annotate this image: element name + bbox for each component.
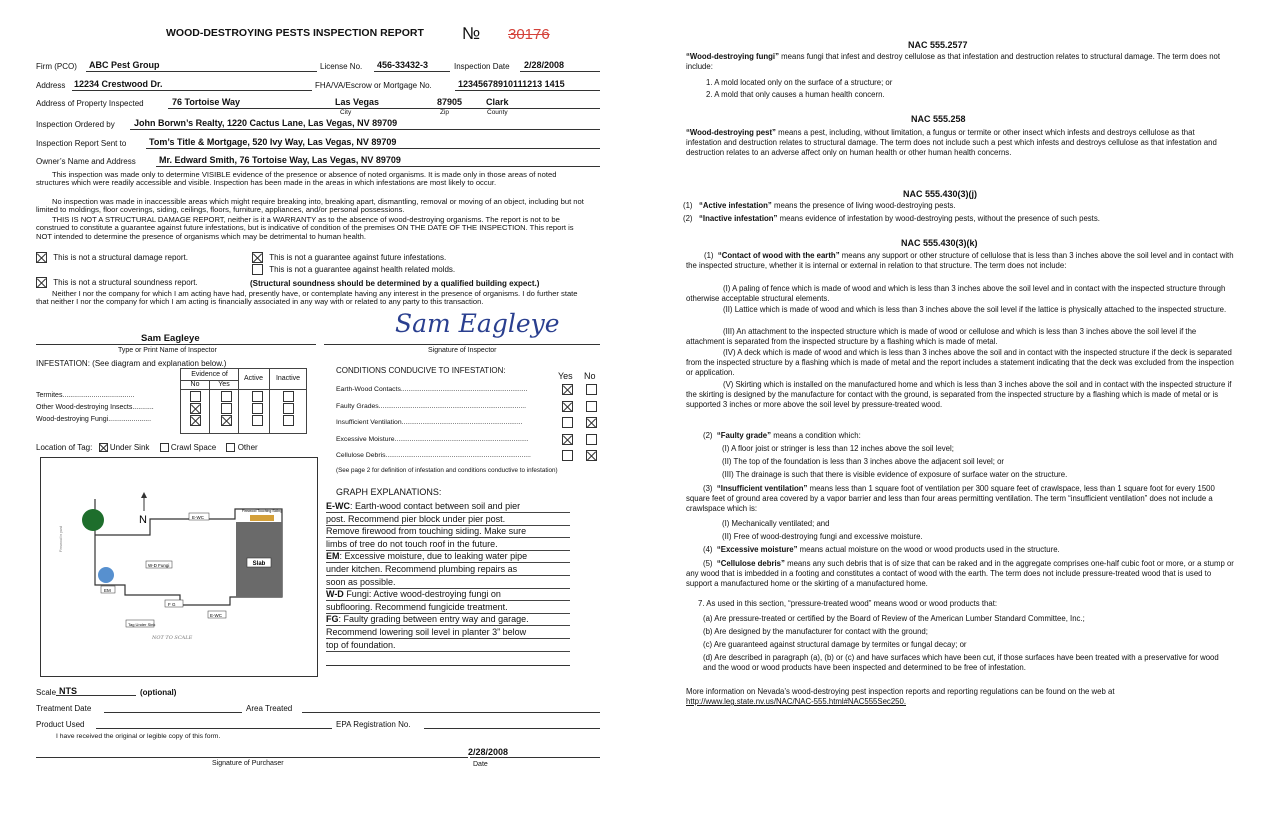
graph-explanation-line: [326, 589, 570, 601]
fungi-item-1: 1. A mold located only on the surface of a structure; or: [706, 78, 893, 87]
faulty-grade-item: (I) A floor joist or stringer is less than 12 inches above the soil level;: [722, 444, 954, 453]
condition-no-checkbox[interactable]: [586, 450, 597, 461]
col-inactive: Inactive: [275, 375, 301, 382]
graph-explanation-line: [326, 551, 570, 563]
date-caption: Date: [473, 761, 488, 768]
escrow-value: 12345678910111213 1415: [458, 79, 565, 89]
report-title: WOOD-DESTROYING PESTS INSPECTION REPORT: [166, 27, 424, 39]
tag-under-sink-checkbox[interactable]: [99, 443, 108, 452]
condition-yes-checkbox[interactable]: [562, 417, 573, 428]
tree-icon: [82, 509, 104, 531]
graph-text: Remove firewood from touching siding. Make sure: [326, 526, 527, 537]
nac-heading-1: NAC 555.2577: [908, 40, 968, 50]
infestation-row-label: Wood-destroying Fungi......................: [36, 416, 152, 423]
graph-explanation-line: [326, 577, 570, 589]
condition-row-label: Cellulose Debris.............................................................................: [336, 452, 531, 459]
condition-row-label: Earth-Wood Contacts...................................................................: [336, 386, 528, 393]
address-value: 12234 Crestwood Dr.: [74, 79, 163, 89]
city-caption: City: [340, 109, 352, 116]
graph-blank-line: [326, 665, 570, 666]
received-text: I have received the original or legible copy of this form.: [56, 733, 221, 740]
north-label: N: [139, 514, 147, 526]
tag-crawl-checkbox[interactable]: [160, 443, 169, 452]
para-no-interest: Neither I nor the company for which I am acting have had, presently have, or contemplate having any interest in the presence of organisms. I do further state that neither I nor the company for which I am acting is financially associated in any way with or related to any party to this transaction.: [36, 289, 578, 307]
graph-text: limbs of tree do not touch roof in the future.: [326, 538, 498, 549]
pressure-treated-intro: 7. As used in this section, “pressure-treated wood” means wood or wood products that:: [698, 599, 998, 608]
pressure-treated-item: (b) Are designed by the manufacturer for contact with the ground;: [703, 627, 928, 636]
area-treated-label: Area Treated: [246, 704, 293, 713]
graph-explanation-line: [326, 627, 570, 639]
condition-row-label: Insufficient Ventilation................................................................: [336, 419, 523, 426]
tag-location: Location of Tag: Under Sink Crawl Space Other: [36, 443, 258, 452]
purchaser-caption: Signature of Purchaser: [212, 760, 284, 767]
firm-value: ABC Pest Group: [89, 60, 160, 70]
pressure-treated-item: (c) Are guaranteed against structural damage by termites or fungal decay; or: [703, 640, 967, 649]
nac-heading-2: NAC 555.258: [911, 114, 966, 124]
conditions-note: (See page 2 for definition of infestation and conditions conductive to infestation): [336, 467, 558, 474]
tag-location-label: Tag Under Sink: [128, 622, 156, 627]
slab-label: Slab: [252, 561, 266, 567]
faulty-grade-item: (II) The top of the foundation is less than 3 inches above the adjacent soil level; or: [722, 457, 1005, 466]
graph-explanation-line: [326, 501, 570, 513]
condition-yes-checkbox[interactable]: [562, 450, 573, 461]
report-number: 30176: [508, 26, 550, 43]
escrow-label: FHA/VA/Escrow or Mortgage No.: [315, 81, 432, 90]
condition-no-checkbox[interactable]: [586, 417, 597, 428]
conditions-no: No: [584, 371, 596, 381]
exclusion-item: (IV) A deck which is made of wood and which is less than 3 inches above the soil and in contact with the inspected structure if the deck is separated from the inspected structure by a flashing which is made of metal and the report includes a statement indicating that the deck was excluded from the inspection or application.: [686, 348, 1234, 377]
county-caption: County: [487, 109, 508, 116]
graph-text: Recommend lowering soil level in planter 3” below: [326, 627, 527, 637]
epa-label: EPA Registration No.: [336, 720, 411, 729]
number-symbol: №: [462, 24, 481, 43]
infestation-inactive-checkbox[interactable]: [283, 391, 294, 402]
graph-text: Fungi: Active wood-destroying fungi on: [343, 589, 501, 600]
infestation-row-label: Termites.....................................: [36, 392, 135, 399]
exclusion-item: (I) A paling of fence which is made of wood and which is less than 3 inches above the soil level and in contact with the inspected structure through otherwise acceptable structural elements.: [686, 284, 1226, 303]
condition-yes-checkbox[interactable]: [562, 384, 573, 395]
infestation-row-label: Other Wood-destroying Insects...........: [36, 404, 154, 411]
tag-other-checkbox[interactable]: [226, 443, 235, 452]
nac-link[interactable]: http://www.leg.state.nv.us/NAC/NAC-555.html#NAC555Sec250.: [686, 697, 907, 706]
scale-label: Scale: [36, 688, 57, 697]
ordered-value: John Borwn’s Realty, 1220 Cactus Lane, Las Vegas, NV 89709: [134, 118, 398, 128]
condition-no-checkbox[interactable]: [586, 434, 597, 445]
para-not-structural: THIS IS NOT A STRUCTURAL DAMAGE REPORT, neither is it a WARRANTY as to the absence of wood-destroying organisms. The report is not to be construed to constitute a guarantee against future infestations, but is indicative of condition of the premises ON THE DATE OF THE INSPECTION. This report is NOT intended to determine the presence of organisms which may be detrimental to human health.: [36, 215, 574, 241]
checkbox-health[interactable]: [252, 264, 263, 275]
infestation-yes-checkbox[interactable]: [221, 391, 232, 402]
pressure-treated-item: (d) Are described in paragraph (a), (b) or (c) and have surfaces which have been cut, if those surfaces have been treated with a preservative for wood and the wood or wood products have been inspected and determined to be free of infestation.: [703, 653, 1219, 672]
left-note: Firewood in yard: [59, 526, 63, 552]
scale-optional: (optional): [140, 688, 177, 697]
graph-explanation-line: [326, 640, 570, 652]
inspector-name: Sam Eagleye: [141, 333, 200, 344]
property-county: Clark: [486, 97, 509, 107]
cellulose-def: (5) “Cellulose debris” means any such debris that is of size that can be raked and in the aggregate comprises one-half cubic foot or more, or a stump or any wood that is imbedded in a footing and constitutes a contact of wood with the earth. The term does not include pressure-treated wood that is used to support a manufactured home or the skirting of a manufactured home.: [686, 559, 1234, 588]
condition-no-checkbox[interactable]: [586, 384, 597, 395]
fence-note: Firewood Touching Siding: [242, 509, 283, 513]
graph-text: : Excessive moisture, due to leaking water pipe: [339, 551, 528, 562]
product-label: Product Used: [36, 720, 85, 729]
property-street: 76 Tortoise Way: [172, 97, 241, 107]
more-info: More information on Nevada’s wood-destroying pest inspection reports and reporting regulations can be found on the web at: [686, 687, 1115, 696]
date-value: 2/28/2008: [468, 747, 509, 757]
sent-label: Inspection Report Sent to: [36, 139, 127, 148]
ventilation-item: (I) Mechanically ventilated; and: [722, 519, 830, 528]
checkbox-structural-damage[interactable]: [36, 252, 47, 263]
infestation-no-checkbox[interactable]: [190, 415, 201, 426]
graph-tag: EM: [326, 551, 340, 562]
inspector-caption: Type or Print Name of Inspector: [118, 347, 217, 354]
infestation-no-checkbox[interactable]: [190, 403, 201, 414]
firewood-block: [250, 515, 274, 521]
graph-text: soon as possible.: [326, 576, 396, 587]
graph-explanation-line: [326, 614, 570, 626]
owner-value: Mr. Edward Smith, 76 Tortoise Way, Las Vegas, NV 89709: [159, 155, 401, 165]
checkbox-soundness[interactable]: [36, 277, 47, 288]
inspection-date-label: Inspection Date: [454, 62, 510, 71]
exclusion-item: (II) Lattice which is made of wood and which is less than 3 inches above the soil level if the lattice is physically attached to the inspected structure.: [723, 305, 1227, 314]
graph-text: under kitchen. Recommend plumbing repairs as: [326, 564, 518, 574]
graph-title: GRAPH EXPLANATIONS:: [336, 487, 442, 497]
sent-value: Tom’s Title & Mortgage, 520 Ivy Way, Las Vegas, NV 89709: [149, 137, 397, 147]
pressure-treated-item: (a) Are pressure-treated or certified by the Board of Review of the American Lumber Standard Committee, Inc.;: [703, 614, 1085, 623]
em-label: EM: [104, 588, 111, 593]
inspection-date-value: 2/28/2008: [524, 60, 565, 70]
nac-heading-3: NAC 555.430(3)(j): [903, 189, 978, 199]
faulty-grade-def: (2) “Faulty grade” means a condition which:: [703, 431, 861, 440]
infestation-label: INFESTATION: (See diagram and explanation below.): [36, 359, 227, 368]
ewc-label-1: E-WC: [192, 515, 204, 520]
para-visible: This inspection was made only to determine VISIBLE evidence of the presence or absence of noted organisms. It is made only in those areas of noted structures which were readily accessible and visible. Inspection has been made in the areas in which infestations are most likely to occur.: [36, 170, 557, 188]
condition-no-checkbox[interactable]: [586, 401, 597, 412]
ventilation-item: (II) Free of wood-destroying fungi and excessive moisture.: [722, 532, 923, 541]
condition-yes-checkbox[interactable]: [562, 434, 573, 445]
graph-text: : Faulty grading between entry way and garage.: [338, 614, 529, 625]
infestation-active-checkbox[interactable]: [252, 403, 263, 414]
graph-text: : Earth-wood contact between soil and pier: [350, 501, 521, 511]
disclaimer-structural-damage: This is not a structural damage report.: [36, 252, 188, 263]
exclusion-item: (III) An attachment to the inspected structure which is made of wood or cellulose and which is less than 3 inches above the soil level if the attachment is separated from the inspected structure by a flashing which is made of metal.: [686, 327, 1197, 346]
property-city: Las Vegas: [335, 97, 380, 107]
fungi-item-2: 2. A mold that only causes a human health concern.: [706, 90, 885, 99]
exclusion-item: (V) Skirting which is installed on the manufactured home and which is less than 3 inches above the soil and in contact with the inspected structure if the skirting is designed by the manufacture for contact with the ground, is separated from the inspected structure by a flashing which is made of metal or is supported 3 inches or more above the soil level by pressure-treated wood.: [686, 380, 1232, 409]
graph-explanation-line: [326, 526, 570, 538]
wd-label: W-D Fungi: [148, 563, 170, 568]
col-active: Active: [238, 369, 270, 389]
infestation-inactive-checkbox[interactable]: [283, 415, 294, 426]
nac-heading-4: NAC 555.430(3)(k): [901, 238, 978, 248]
graph-text: subflooring. Recommend fungicide treatment.: [326, 601, 508, 612]
earth-contact-def: (1) “Contact of wood with the earth” means any support or other structure of cellulose that is less than 3 inches above the soil level and in contact with the inspected structure, whether it is internal or external in relation to that structure. The term does not include:: [686, 251, 1234, 270]
ewc-label-2: E-WC: [210, 613, 222, 618]
property-diagram: [40, 457, 318, 677]
condition-yes-checkbox[interactable]: [562, 401, 573, 412]
infestation-no-checkbox[interactable]: [190, 391, 201, 402]
zip-caption: Zip: [440, 109, 450, 116]
infestation-active-checkbox[interactable]: [252, 415, 263, 426]
faulty-grade-item: (III) The drainage is such that there is visible evidence of exposure of surface water on the structure.: [722, 470, 1068, 479]
graph-text: post. Recommend pier block under pier post.: [326, 513, 506, 524]
firm-label: Firm (PCO): [36, 62, 77, 71]
infestation-yes-checkbox[interactable]: [221, 403, 232, 414]
signature-caption: Signature of Inspector: [428, 347, 497, 354]
checkbox-future[interactable]: [252, 252, 263, 263]
condition-row-label: Excessive Moisture.......................................................................: [336, 435, 529, 443]
evidence-of-header: Evidence of: [181, 369, 239, 381]
fg-label: F G: [168, 602, 176, 607]
disclaimer-future: This is not a guarantee against future infestations.: [252, 252, 446, 263]
graph-explanation-line: [326, 539, 570, 551]
active-infestation-def: (1) “Active infestation” means the presence of living wood-destroying pests.: [683, 201, 956, 210]
license-value: 456-33432-3: [377, 60, 429, 70]
graph-tag: FG: [326, 614, 339, 625]
moisture-spot: [98, 567, 114, 583]
disclaimer-soundness-note: (Structural soundness should be determined by a qualified building expect.): [250, 279, 540, 288]
para-inaccessible: No inspection was made in inaccessible areas which might require breaking into, breaking apart, dismantling, removal or moving of an object, including but not limited to moldings, floor coverings, siding, ceilings, floors, furniture, appliances, and/or personal possessions.: [36, 197, 584, 215]
treatment-date-label: Treatment Date: [36, 704, 92, 713]
infestation-yes-checkbox[interactable]: [221, 415, 232, 426]
disclaimer-soundness: This is not a structural soundness report.: [36, 277, 198, 288]
graph-explanation-line: [326, 514, 570, 526]
graph-text: top of foundation.: [326, 639, 396, 650]
disclaimer-health: This is not a guarantee against health related molds.: [252, 264, 455, 275]
condition-row-label: Faulty Grades..............................................................................: [336, 402, 526, 410]
fungi-definition: “Wood-destroying fungi” means fungi that infest and destroy cellulose as that infestation and destruction relates to structural damage. The term does not include:: [686, 52, 1221, 71]
col-no: No: [181, 380, 210, 389]
conditions-yes: Yes: [558, 371, 573, 381]
address-label: Address: [36, 81, 66, 90]
not-to-scale-note: NOT TO SCALE: [152, 635, 193, 641]
inspector-signature: Sam Eagleye: [395, 309, 560, 338]
property-zip: 87905: [437, 97, 463, 107]
infestation-inactive-checkbox[interactable]: [283, 403, 294, 414]
graph-explanation-line: [326, 564, 570, 576]
infestation-active-checkbox[interactable]: [252, 391, 263, 402]
col-yes: Yes: [210, 380, 239, 389]
graph-explanation-line: [326, 602, 570, 614]
ventilation-def: (3) “Insufficient ventilation” means less than 1 square foot of ventilation per 300 square feet of crawlspace, less than 1 square foot for every 1500 square feet of ground area covered by a vapor barrier and less than four areas permitting ventilation. The term “insufficient ventilation” does not include a crawlspace which is:: [686, 484, 1215, 513]
conditions-title: CONDITIONS CONDUCIVE TO INFESTATION:: [336, 366, 506, 375]
graph-tag: E-WC: [326, 501, 350, 511]
moisture-def: (4) “Excessive moisture” means actual moisture on the wood or wood products used in the structure.: [703, 545, 1060, 554]
inactive-infestation-def: (2) “Inactive infestation” means evidence of infestation by wood-destroying pests, without the presence of such pests.: [683, 214, 1100, 223]
property-label: Address of Property Inspected: [36, 99, 144, 108]
ordered-label: Inspection Ordered by: [36, 120, 115, 129]
owner-label: Owner’s Name and Address: [36, 157, 136, 166]
graph-tag: W-D: [326, 589, 344, 600]
license-label: License No.: [320, 62, 363, 71]
scale-value: NTS: [59, 686, 77, 696]
pest-definition: “Wood-destroying pest” means a pest, including, without limitation, a fungus or termite or other insect which infests and destroys cellulose as that infestation and destruction relates to structural damage. The term does not include such a pest which infests and destroys cellulose as that infestation and destruction relates to an adverse affect only on human health or other human health concerns.: [686, 128, 1217, 157]
